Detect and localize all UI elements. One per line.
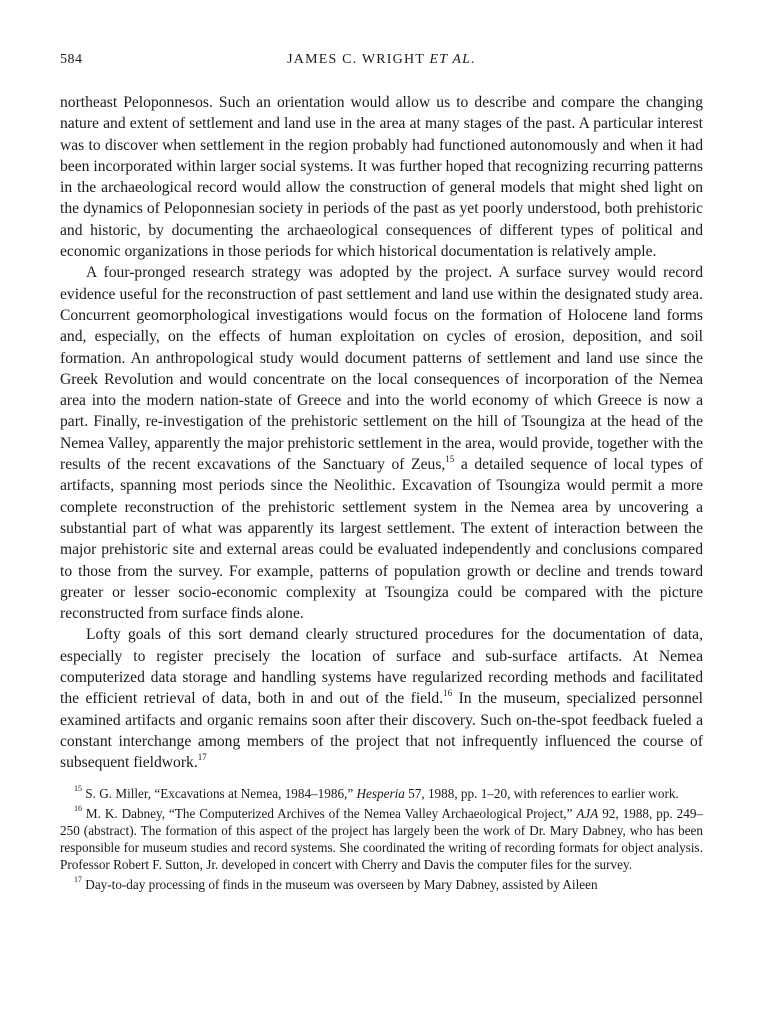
journal-page bbox=[60, 48, 703, 896]
footnote-16-text-a: M. K. Dabney, “The Computerized Archives of the Nemea Valley Archaeological Project,” bbox=[82, 805, 577, 821]
running-title-authors: JAMES C. WRIGHT bbox=[287, 52, 425, 67]
paragraph-2-text-b: a detailed sequence of local types of artifacts, spanning most periods since the Neolithic. Excavation of Tsoungiza would permit a more complete reconstruction of the prehistoric settlement system in the Nemea area by uncovering a substantial part of what was apparently its largest settlement. The extent of interaction between the major prehistoric site and external areas could be evaluated independently and conclusions compared to those from the survey. For example, patterns of population growth or decline and trends toward greater or lesser socio-economic complexity at Tsoungiza could be compared with the picture reconstructed from surface finds alone. bbox=[60, 456, 703, 623]
footnote-17-number: 17 bbox=[74, 875, 82, 885]
page-number: 584 bbox=[60, 52, 83, 67]
paragraph-3-text-b: In the museum, specialized personnel examined artifacts and organic remains soon after their discovery. Such on-the-spot feedback fueled a constant interchange among members of the project that not infrequently influenced the course of subsequent fieldwork. bbox=[60, 690, 703, 772]
paragraph-2-text-a: A four-pronged research strategy was adopted by the project. A surface survey would record evidence useful for the reconstruction of past settlement and land use within the designated study area. Concurrent geomorphological investigations would focus on the formation of Holocene land forms and, especially, on the effects of human exploitation on cycles of erosion, deposition, and soil formation. An anthropological study would document patterns of settlement and land use since the Greek Revolution and would concentrate on the local consequences of incorporation of the Nemea area into the modern nation-state of Greece and into the world economy of which Greece is now a part. Finally, re-investigation of the prehistoric settlement on the hill of Tsoungiza at the head of the Nemea Valley, apparently the major prehistoric settlement in the area, would provide, together with the results of the recent excavations of the Sanctuary of Zeus, bbox=[60, 264, 703, 474]
footnote-15-text-b: 57, 1988, pp. 1–20, with references to earlier work. bbox=[404, 785, 679, 801]
body-text bbox=[60, 92, 703, 774]
paragraph-2 bbox=[60, 262, 703, 624]
footnote-16-number: 16 bbox=[74, 804, 82, 814]
paragraph-3 bbox=[60, 624, 703, 773]
footnote-17-text-a: Day-to-day processing of finds in the museum was overseen by Mary Dabney, assisted by Aileen bbox=[82, 876, 598, 892]
footnote-16 bbox=[60, 805, 703, 873]
footnote-15-text-a: S. G. Miller, “Excavations at Nemea, 1984–1986,” bbox=[82, 785, 357, 801]
footnote-ref-16: 16 bbox=[443, 688, 453, 699]
running-title-etal: ET AL. bbox=[429, 52, 476, 67]
footnote-15 bbox=[60, 785, 703, 802]
footnote-ref-15: 15 bbox=[445, 453, 455, 464]
running-title bbox=[60, 52, 703, 68]
running-head bbox=[60, 48, 703, 72]
footnote-15-number: 15 bbox=[74, 784, 82, 794]
footnote-ref-17: 17 bbox=[197, 752, 207, 763]
paragraph-1: northeast Peloponnesos. Such an orientation would allow us to describe and compare the changing nature and extent of settlement and land use in the area at many stages of the past. A particular interest was to discover when settlement in the region probably had functioned autonomously and when it had been incorporated within larger social systems. It was further hoped that recognizing recurring patterns in the archaeological record would allow the construction of general models that might shed light on the dynamics of Peloponnesian society in periods of the past as yet poorly understood, both prehistoric and historic, by documenting the archaeological consequences of different types of political and economic organizations in those periods for which historical documentation is relatively ample. bbox=[60, 94, 703, 261]
footnote-16-journal: AJA bbox=[576, 805, 599, 821]
footnote-17 bbox=[60, 876, 703, 893]
paragraph-3-text-a: Lofty goals of this sort demand clearly structured procedures for the documentation of data, especially to register precisely the location of surface and sub-surface artifacts. At Nemea computerized data storage and handling systems have regularized recording methods and facilitated the efficient retrieval of data, both in and out of the field. bbox=[60, 626, 703, 708]
footnotes bbox=[60, 785, 703, 893]
footnote-16-text-b: 92, 1988, pp. 249–250 (abstract). The formation of this aspect of the project has largely been the work of Dr. Mary Dabney, who has been responsible for museum studies and record systems. She coordinated the writing of recording formats for object analysis. Professor Robert F. Sutton, Jr. developed in concert with Cherry and Davis the computer files for the survey. bbox=[60, 805, 704, 872]
footnote-15-journal: Hesperia bbox=[356, 785, 405, 801]
